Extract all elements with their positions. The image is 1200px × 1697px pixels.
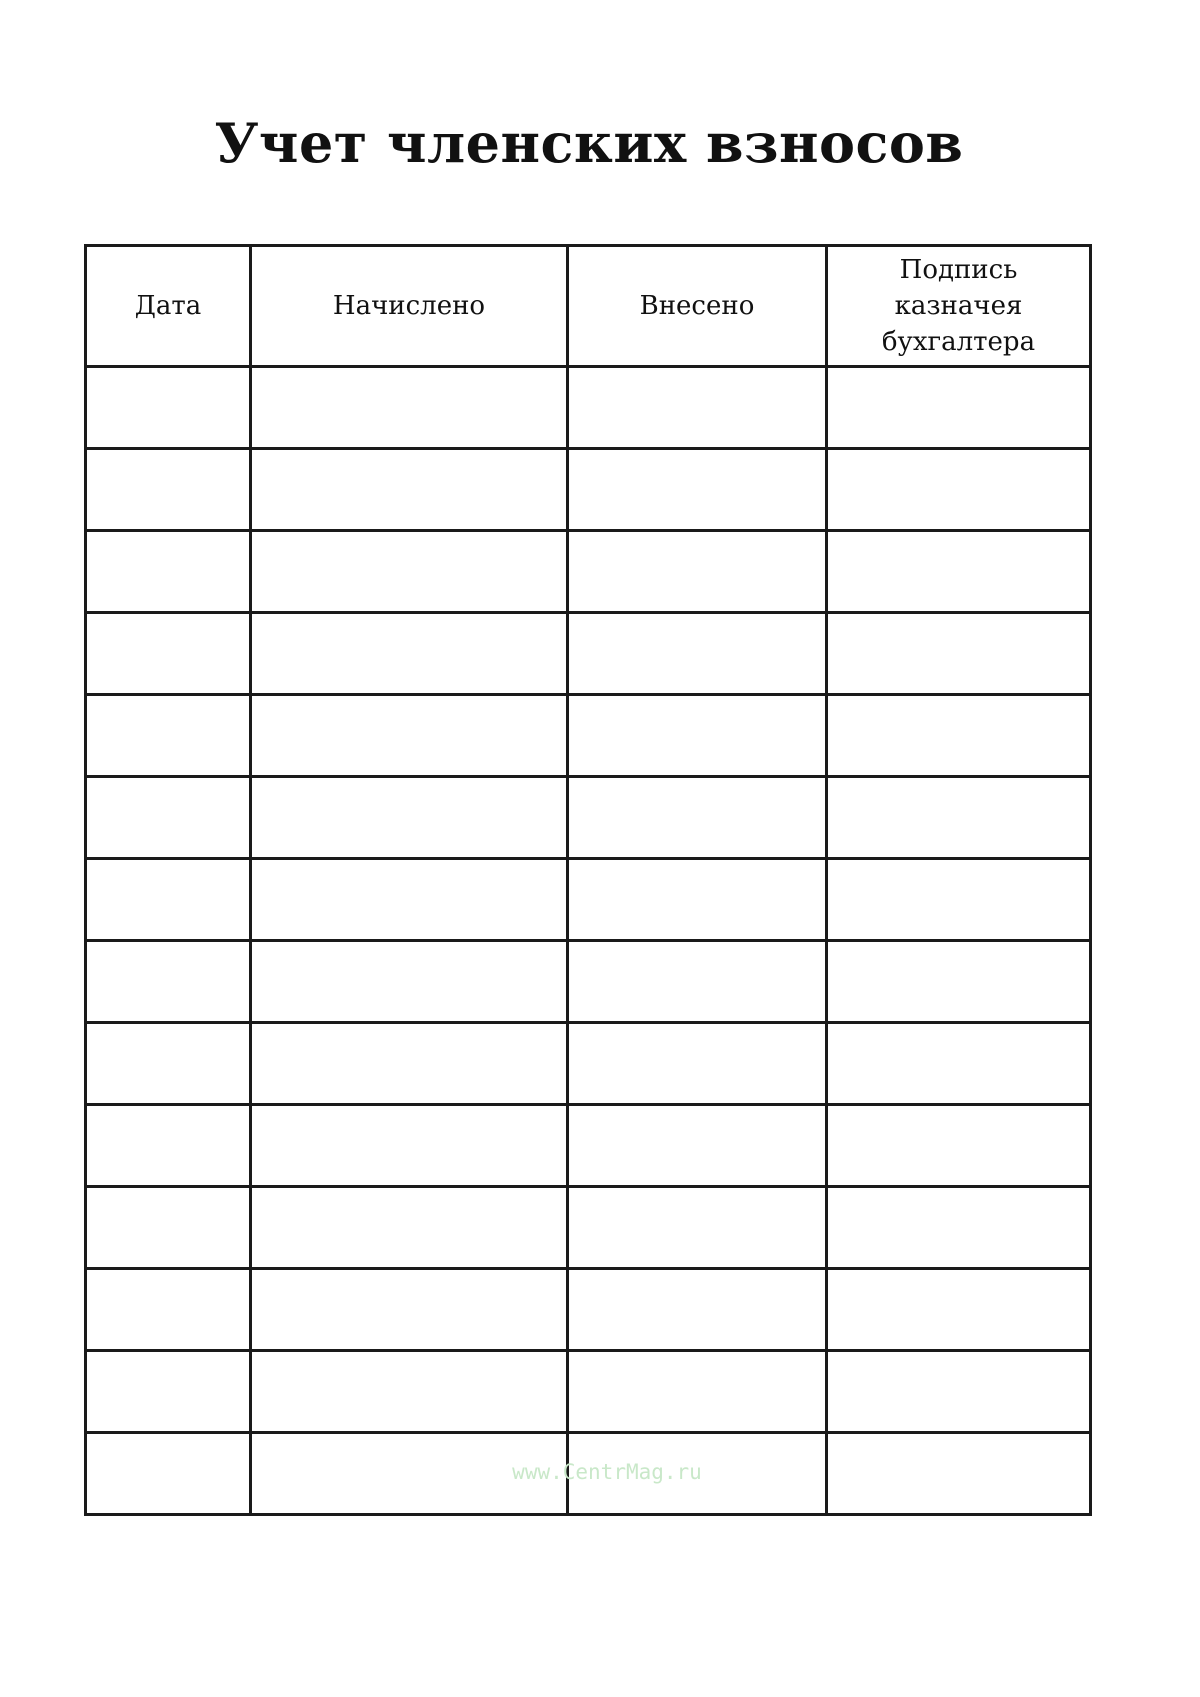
date-cell[interactable] [86, 367, 251, 449]
paid-cell[interactable] [568, 531, 827, 613]
date-cell[interactable] [86, 1269, 251, 1351]
date-cell[interactable] [86, 1351, 251, 1433]
table-row [86, 941, 1091, 1023]
signature-cell[interactable] [827, 1023, 1091, 1105]
column-header-accrued [251, 246, 568, 367]
table-row [86, 367, 1091, 449]
table-row [86, 777, 1091, 859]
accrued-cell[interactable] [251, 449, 568, 531]
date-cell[interactable] [86, 1187, 251, 1269]
accrued-cell[interactable] [251, 695, 568, 777]
date-cell[interactable] [86, 1433, 251, 1515]
date-cell[interactable] [86, 1023, 251, 1105]
signature-cell[interactable] [827, 1269, 1091, 1351]
paid-cell[interactable] [568, 1187, 827, 1269]
accrued-cell[interactable] [251, 859, 568, 941]
date-cell[interactable] [86, 859, 251, 941]
paid-cell[interactable] [568, 1105, 827, 1187]
signature-cell[interactable] [827, 1105, 1091, 1187]
table-row [86, 1105, 1091, 1187]
signature-cell[interactable] [827, 777, 1091, 859]
signature-cell[interactable] [827, 859, 1091, 941]
header-label: Начислено [332, 291, 486, 321]
date-cell[interactable] [86, 613, 251, 695]
column-header-date [86, 246, 251, 367]
paid-cell[interactable] [568, 1269, 827, 1351]
header-row [86, 246, 1091, 367]
page-title: Учет членских взносов [214, 111, 964, 175]
table-row [86, 859, 1091, 941]
table-row [86, 695, 1091, 777]
date-cell[interactable] [86, 1105, 251, 1187]
paid-cell[interactable] [568, 449, 827, 531]
signature-cell[interactable] [827, 695, 1091, 777]
header-label: Дата [134, 291, 202, 321]
signature-cell[interactable] [827, 1351, 1091, 1433]
date-cell[interactable] [86, 695, 251, 777]
header-label-line-1: Подпись [899, 255, 1018, 285]
accrued-cell[interactable] [251, 1269, 568, 1351]
dues-table [84, 244, 1092, 1516]
signature-cell[interactable] [827, 613, 1091, 695]
signature-cell[interactable] [827, 449, 1091, 531]
paid-cell[interactable] [568, 777, 827, 859]
signature-cell[interactable] [827, 531, 1091, 613]
table-row [86, 1269, 1091, 1351]
header-label: Внесено [639, 291, 755, 321]
paid-cell[interactable] [568, 613, 827, 695]
accrued-cell[interactable] [251, 1351, 568, 1433]
header-label-line-2: казначея [894, 291, 1023, 321]
accrued-cell[interactable] [251, 941, 568, 1023]
column-header-signature [827, 246, 1091, 367]
table-row [86, 1023, 1091, 1105]
accrued-cell[interactable] [251, 613, 568, 695]
signature-cell[interactable] [827, 1433, 1091, 1515]
table-body [86, 367, 1091, 1515]
paid-cell[interactable] [568, 695, 827, 777]
header-label-line-3: бухгалтера [881, 327, 1036, 357]
signature-cell[interactable] [827, 367, 1091, 449]
table-row [86, 1187, 1091, 1269]
accrued-cell[interactable] [251, 1023, 568, 1105]
signature-cell[interactable] [827, 941, 1091, 1023]
date-cell[interactable] [86, 531, 251, 613]
paid-cell[interactable] [568, 941, 827, 1023]
paid-cell[interactable] [568, 367, 827, 449]
table-row [86, 531, 1091, 613]
accrued-cell[interactable] [251, 1187, 568, 1269]
date-cell[interactable] [86, 941, 251, 1023]
accrued-cell[interactable] [251, 367, 568, 449]
accrued-cell[interactable] [251, 1105, 568, 1187]
table-row [86, 449, 1091, 531]
signature-cell[interactable] [827, 1187, 1091, 1269]
accrued-cell[interactable] [251, 531, 568, 613]
watermark: www.CentrMag.ru [512, 1460, 702, 1484]
table-row [86, 1351, 1091, 1433]
date-cell[interactable] [86, 777, 251, 859]
paid-cell[interactable] [568, 1023, 827, 1105]
column-header-paid [568, 246, 827, 367]
table-row [86, 613, 1091, 695]
paid-cell[interactable] [568, 859, 827, 941]
paid-cell[interactable] [568, 1351, 827, 1433]
date-cell[interactable] [86, 449, 251, 531]
accrued-cell[interactable] [251, 777, 568, 859]
